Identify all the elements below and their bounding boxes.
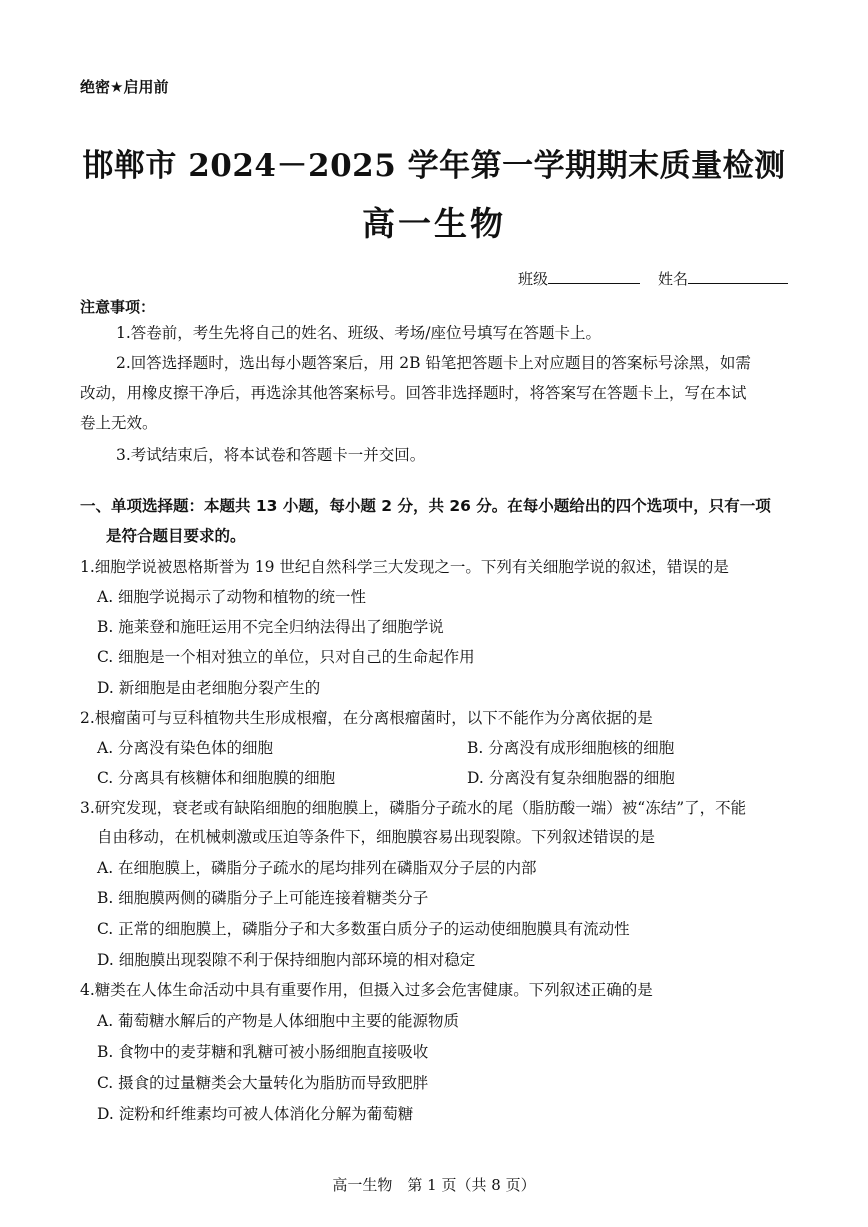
page-footer: 高一生物 第 1 页（共 8 页） — [332, 1176, 536, 1194]
notice-item-3: 3.考试结束后，将本试卷和答题卡一并交回。 — [116, 446, 426, 464]
exam-title: 邯郸市 2024－2025 学年第一学期期末质量检测 — [82, 148, 786, 184]
notice-item-2-line-2: 改动，用橡皮擦干净后，再选涂其他答案标号。回答非选择题时，将答案写在答题卡上，写在本试 — [80, 384, 747, 402]
confidential-label: 绝密★启用前 — [80, 78, 169, 96]
question-3-option-c: C. 正常的细胞膜上，磷脂分子和大多数蛋白质分子的运动使细胞膜具有流动性 — [97, 920, 630, 938]
question-4-stem: 4.糖类在人体生命活动中具有重要作用，但摄入过多会危害健康。下列叙述正确的是 — [80, 981, 653, 999]
question-3-option-a: A. 在细胞膜上，磷脂分子疏水的尾均排列在磷脂双分子层的内部 — [97, 859, 537, 877]
question-4-option-d: D. 淀粉和纤维素均可被人体消化分解为葡萄糖 — [97, 1105, 414, 1123]
question-3-stem-line-1: 3.研究发现，衰老或有缺陷细胞的细胞膜上，磷脂分子疏水的尾（脂肪酸一端）被“冻结”了，不能 — [80, 799, 747, 817]
question-4-option-b: B. 食物中的麦芽糖和乳糖可被小肠细胞直接吸收 — [97, 1043, 429, 1061]
question-4-option-c: C. 摄食的过量糖类会大量转化为脂肪而导致肥胖 — [97, 1074, 429, 1092]
question-2-option-c: C. 分离具有核糖体和细胞膜的细胞 — [97, 769, 336, 787]
question-2-option-a: A. 分离没有染色体的细胞 — [97, 739, 274, 757]
section-heading-line-1: 一、单项选择题：本题共 13 小题，每小题 2 分，共 26 分。在每小题给出的四个选项中，只有一项 — [80, 497, 771, 515]
question-4-option-a: A. 葡萄糖水解后的产物是人体细胞中主要的能源物质 — [97, 1012, 460, 1030]
section-heading-line-2: 是符合题目要求的。 — [106, 527, 246, 545]
question-2-option-b: B. 分离没有成形细胞核的细胞 — [467, 739, 675, 757]
question-1-stem: 1.细胞学说被恩格斯誉为 19 世纪自然科学三大发现之一。下列有关细胞学说的叙述，错误的是 — [80, 558, 729, 576]
name-label: 姓名 — [658, 270, 689, 288]
question-1-option-a: A. 细胞学说揭示了动物和植物的统一性 — [97, 588, 367, 606]
question-1-option-d: D. 新细胞是由老细胞分裂产生的 — [97, 679, 321, 697]
question-3-option-d: D. 细胞膜出现裂隙不利于保持细胞内部环境的相对稳定 — [97, 951, 476, 969]
question-3-option-b: B. 细胞膜两侧的磷脂分子上可能连接着糖类分子 — [97, 889, 429, 907]
exam-subject: 高一生物 — [362, 204, 506, 243]
question-3-stem-line-2: 自由移动，在机械刺激或压迫等条件下，细胞膜容易出现裂隙。下列叙述错误的是 — [97, 828, 656, 846]
notice-item-2-line-3: 卷上无效。 — [80, 414, 158, 432]
class-blank — [548, 269, 640, 284]
question-2-stem: 2.根瘤菌可与豆科植物共生形成根瘤，在分离根瘤菌时，以下不能作为分离依据的是 — [80, 709, 653, 727]
notice-item-2-line-1: 2.回答选择题时，选出每小题答案后，用 2B 铅笔把答题卡上对应题目的答案标号涂黑，如需 — [116, 354, 751, 372]
question-2-option-d: D. 分离没有复杂细胞器的细胞 — [467, 769, 675, 787]
notice-item-1: 1.答卷前，考生先将自己的姓名、班级、考场/座位号填写在答题卡上。 — [116, 324, 602, 342]
name-blank — [688, 269, 788, 284]
notice-heading: 注意事项： — [80, 298, 156, 316]
student-info-fields — [518, 268, 788, 289]
question-1-option-c: C. 细胞是一个相对独立的单位，只对自己的生命起作用 — [97, 648, 475, 666]
class-label: 班级 — [518, 270, 549, 288]
question-1-option-b: B. 施莱登和施旺运用不完全归纳法得出了细胞学说 — [97, 618, 444, 636]
